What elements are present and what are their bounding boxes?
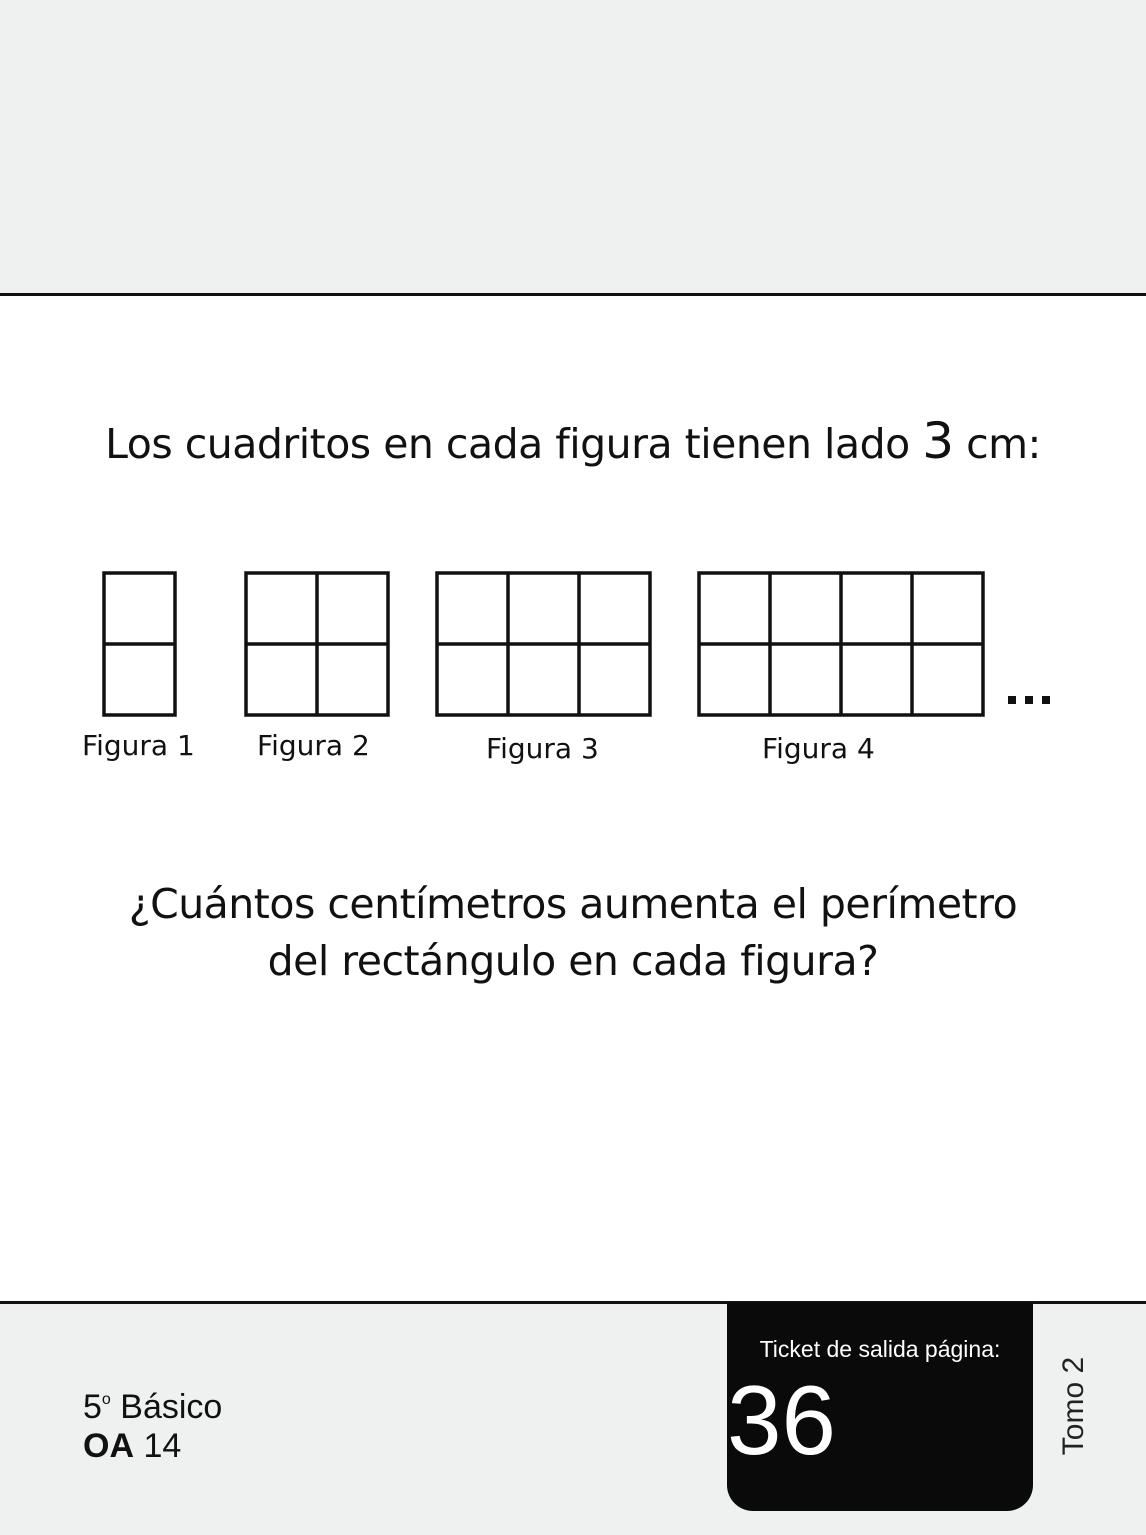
exit-ticket-page-number: 36	[727, 1365, 837, 1475]
volume-label: Tomo 2	[1057, 1356, 1090, 1456]
exit-ticket-label: Ticket de salida página:	[759, 1336, 1001, 1362]
grade-number: 5	[83, 1388, 102, 1426]
question-line-2: del rectángulo en cada figura?	[267, 937, 879, 985]
figure-2-grid	[246, 573, 388, 715]
grade-word: Básico	[110, 1388, 223, 1426]
intro-text	[0, 413, 1146, 472]
figure-4-label: Figura 4	[762, 732, 875, 765]
oa-code: OA	[83, 1427, 134, 1465]
figure-1-grid	[104, 573, 175, 715]
figure-3-grid	[437, 573, 650, 715]
learning-objective	[83, 1424, 181, 1468]
header-band	[0, 0, 1146, 296]
figure-4-grid	[699, 573, 983, 715]
figure-1-label: Figura 1	[82, 729, 195, 762]
figures-diagram	[0, 560, 1146, 720]
side-length-unit: cm:	[966, 420, 1041, 468]
grade-level	[83, 1378, 222, 1429]
oa-number: 14	[134, 1427, 182, 1465]
figure-2-label: Figura 2	[257, 729, 370, 762]
question-line-1: ¿Cuántos centímetros aumenta el perímetro	[128, 880, 1018, 928]
question-text	[0, 876, 1146, 990]
side-length-value: 3	[922, 412, 954, 470]
figure-3-label: Figura 3	[486, 732, 599, 765]
continuation-ellipsis	[1008, 696, 1050, 704]
grade-ordinal: o	[101, 1391, 111, 1408]
intro-text-lead: Los cuadritos en cada figura tienen lado	[105, 420, 923, 468]
